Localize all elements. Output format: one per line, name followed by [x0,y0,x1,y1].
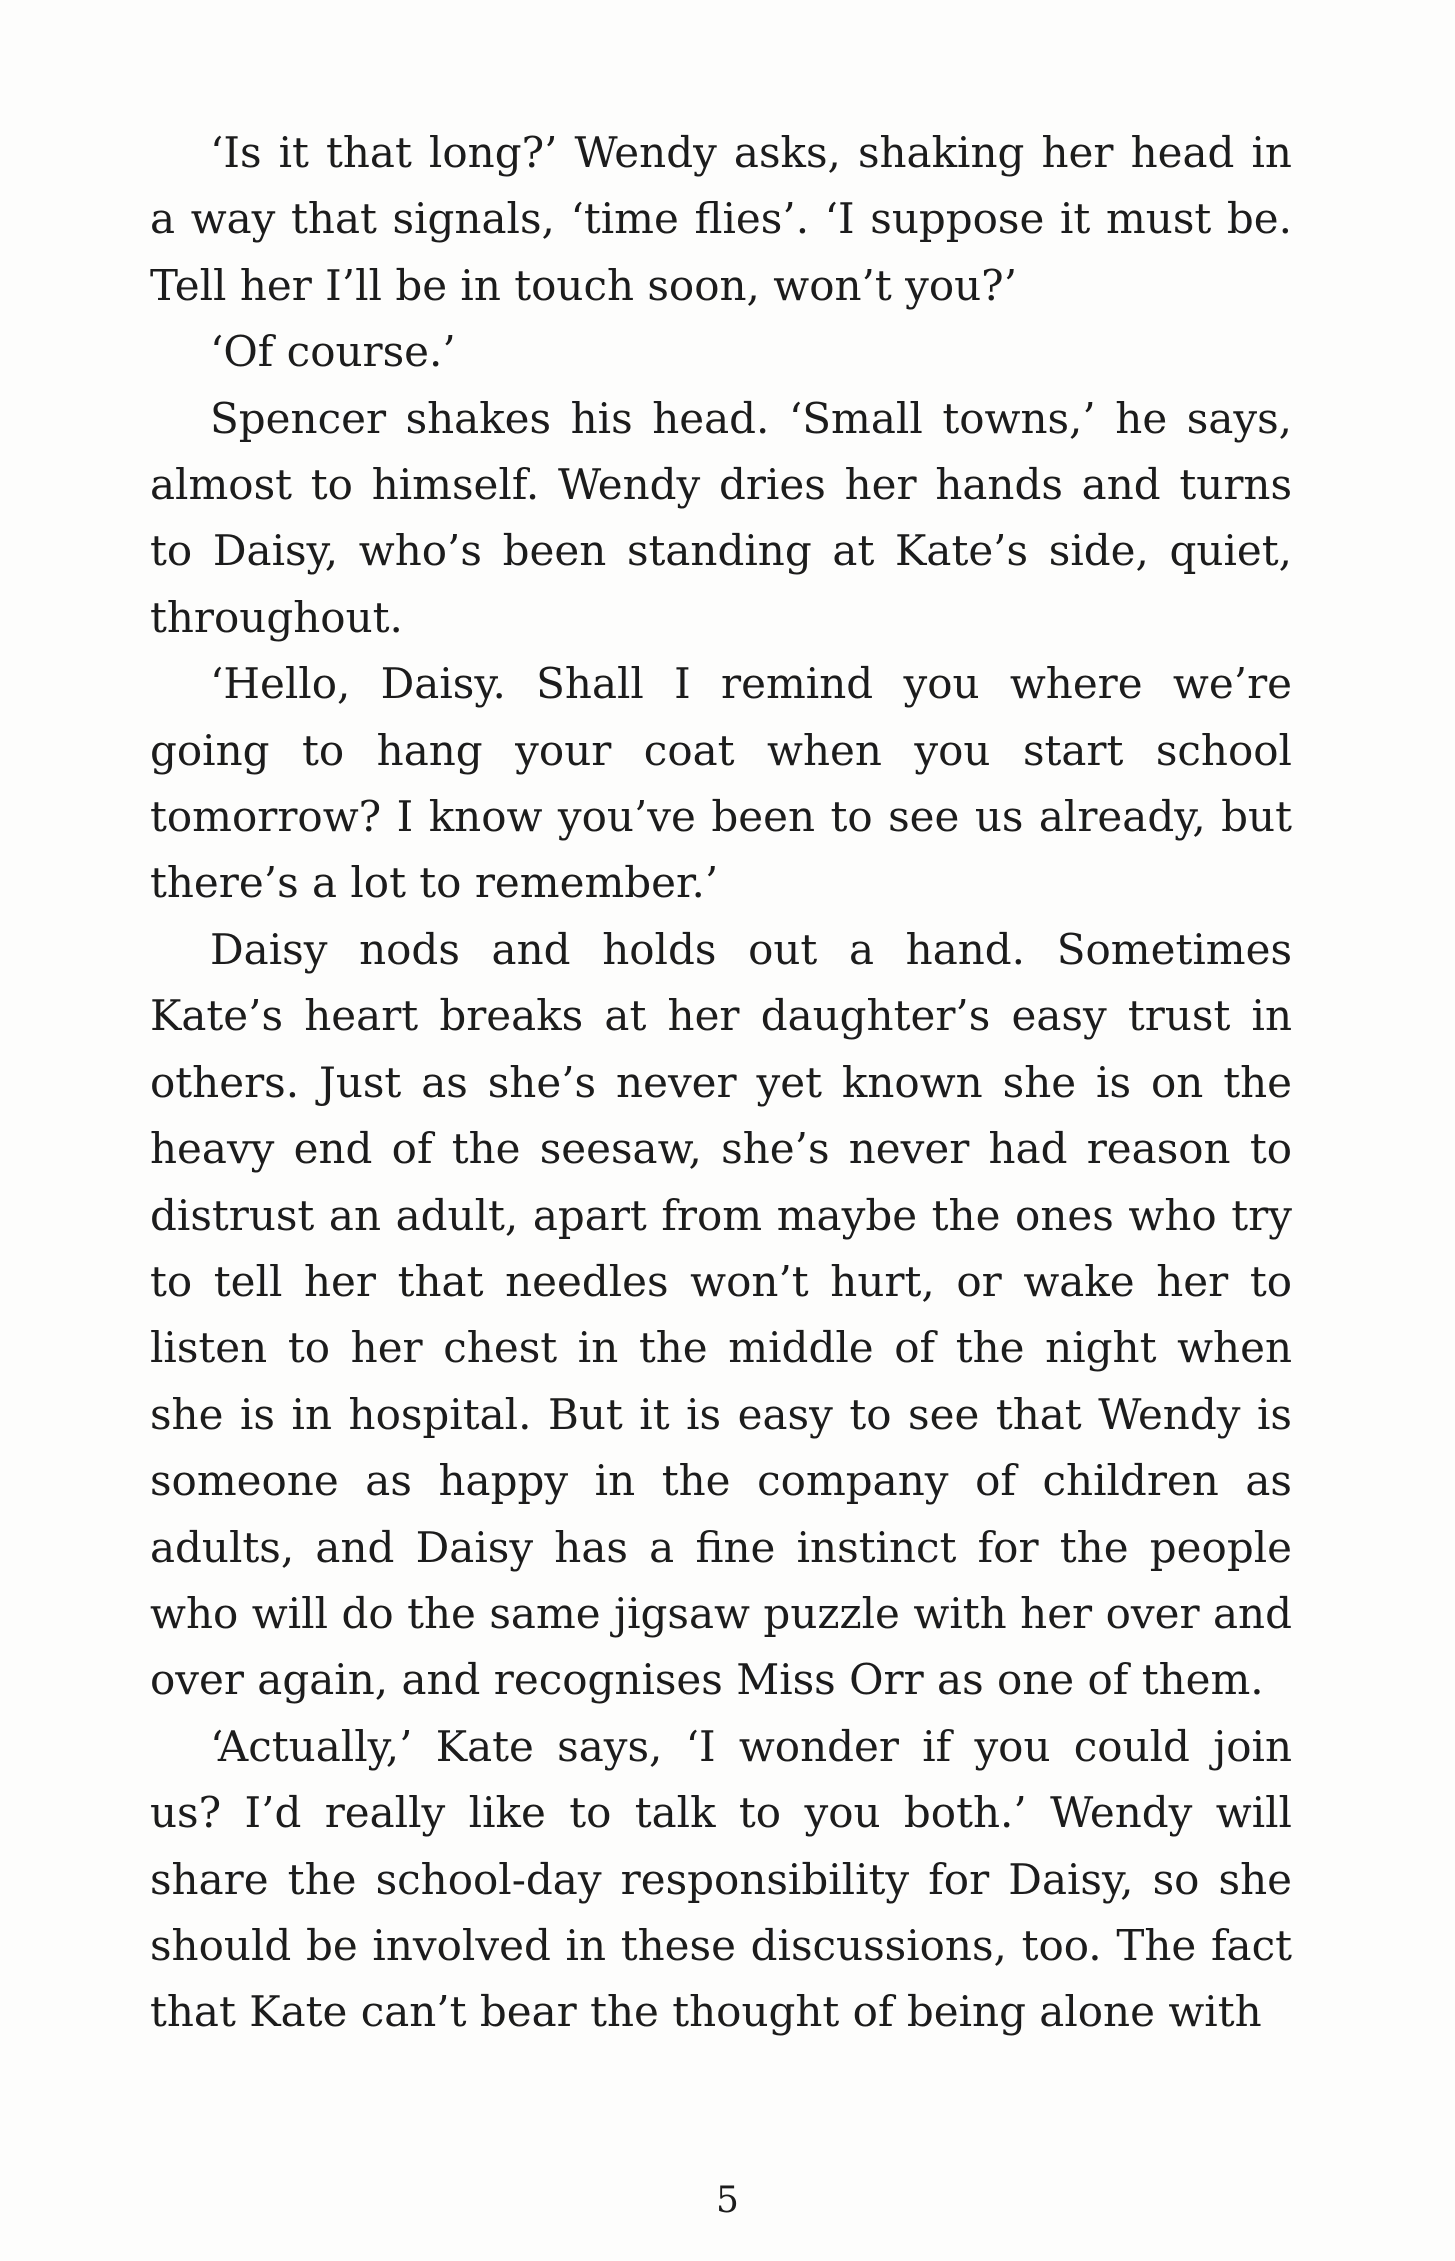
paragraph-5: Daisy nods and holds out a hand. Sometimes Kate’s heart breaks at her daughter’s easy trust in others. Just as she’s never yet known she is on the heavy end of the seesaw, she’s never had reason to distrust an adult, apart from maybe the ones who try to tell her that needles won’t hurt, or wake her to listen to her chest in the middle of the night when she is in hospital. But it is easy to see that Wendy is someone as happy in the company of children as adults, and Daisy has a fine instinct for the people who will do the same jigsaw puzzle with her over and over again, and recognises Miss Orr as one of them. [150,924,1292,1705]
paragraph-6: ‘Actually,’ Kate says, ‘I wonder if you could join us? I’d really like to talk to you both.’ Wendy will share the school-day responsibility for Daisy, so she should be involved in these discussions, too. The fact that Kate can’t bear the thought of being alone with [150,1721,1292,2037]
page-number: 5 [716,2180,739,2221]
paragraph-4: ‘Hello, Daisy. Shall I remind you where we’re going to hang your coat when you start school tomorrow? I know you’ve been to see us already, but there’s a lot to remember.’ [150,659,1292,908]
paragraph-1: ‘Is it that long?’ Wendy asks, shaking her head in a way that signals, ‘time flies’. ‘I suppose it must be. Tell her I’ll be in touch soon, won’t you?’ [150,128,1292,310]
paragraph-2: ‘Of course.’ [210,327,456,377]
paragraph-3: Spencer shakes his head. ‘Small towns,’ he says, almost to himself. Wendy dries her hands and turns to Daisy, who’s been standing at Kate’s side, quiet, throughout. [150,393,1292,642]
body-text [150,120,1292,2046]
